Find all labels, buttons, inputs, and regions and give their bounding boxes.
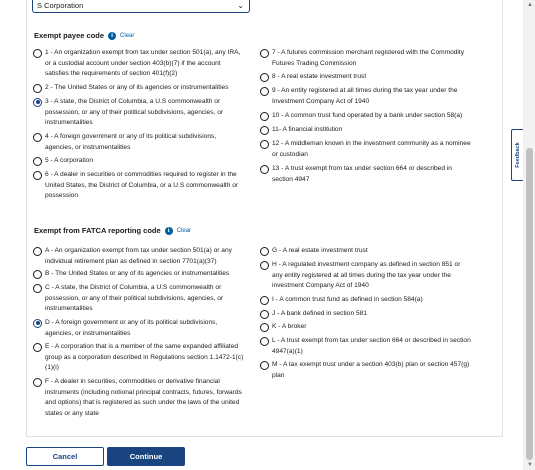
option-label-line: 8 - A real estate investment trust — [272, 73, 367, 80]
option-label-line: I - A common trust fund as defined in section 584(a) — [272, 296, 423, 303]
option-label-line: possession, or any of their political subdivisions, agencies, or — [45, 108, 224, 116]
exempt-payee-option[interactable] — [33, 170, 251, 202]
exempt-payee-option[interactable] — [260, 48, 486, 69]
option-label-line: or custodian — [272, 150, 308, 158]
info-icon[interactable]: i — [108, 32, 116, 40]
option-label — [45, 170, 238, 202]
option-label-line: M - A tax exempt trust under a section 403(b) plan or section 457(g) — [272, 361, 470, 368]
option-label-line: instruments (including notional principal contracts, futures, forwards — [45, 388, 242, 396]
fatca-clear-link[interactable]: Clear — [176, 227, 192, 234]
option-label-line: possession, or any of their political subdivisions, agencies, or — [45, 294, 224, 302]
radio-button[interactable] — [33, 284, 42, 293]
option-label — [45, 48, 240, 80]
radio-button[interactable] — [33, 98, 42, 107]
option-label — [272, 72, 366, 83]
radio-button[interactable] — [260, 247, 269, 256]
option-label-line: instrumentalities — [45, 305, 93, 312]
radio-button[interactable] — [33, 378, 42, 387]
option-label — [272, 164, 452, 185]
radio-button[interactable] — [33, 171, 42, 180]
exempt-payee-heading — [34, 31, 134, 40]
radio-button[interactable] — [260, 323, 269, 332]
option-label-line: J - A bank defined in section 581 — [272, 310, 367, 317]
option-label — [45, 132, 216, 153]
option-label — [45, 283, 223, 315]
option-label-line: 12 - A middleman known in the investment community as a nominee — [272, 140, 471, 147]
chevron-down-icon: ⌄ — [237, 1, 244, 10]
exempt-payee-option[interactable] — [260, 164, 486, 185]
fatca-option[interactable] — [33, 377, 251, 419]
fatca-option[interactable] — [33, 283, 251, 315]
option-label — [45, 318, 217, 339]
radio-button[interactable] — [260, 126, 269, 135]
fatca-option[interactable] — [260, 309, 486, 320]
option-label-line: A - An organization exempt from tax under section 501(a) or any — [45, 247, 232, 254]
cancel-button[interactable]: Cancel — [26, 447, 104, 466]
option-label-line: section 4947 — [272, 175, 310, 183]
option-label — [272, 309, 367, 320]
option-label-line: 1 - An organization exempt from tax under section 501(a), any IRA, — [45, 49, 241, 56]
radio-button[interactable] — [260, 140, 269, 149]
exempt-payee-option[interactable] — [260, 72, 486, 83]
option-label — [45, 377, 242, 419]
fatca-option[interactable] — [33, 269, 251, 280]
option-label — [272, 360, 469, 381]
feedback-tab[interactable] — [511, 129, 523, 181]
fatca-option[interactable] — [260, 336, 486, 357]
scrollbar[interactable] — [523, 0, 535, 470]
option-label-line: B - The United States or any of its agencies or instrumentalities — [45, 270, 230, 277]
exempt-payee-option[interactable] — [260, 125, 486, 136]
radio-button[interactable] — [33, 343, 42, 352]
option-label-line: any entity registered at all times during the tax year under the — [272, 271, 451, 279]
radio-button[interactable] — [260, 310, 269, 319]
radio-button[interactable] — [260, 73, 269, 82]
option-label-line: investment Company Act of 1940 — [272, 282, 369, 289]
info-icon[interactable]: i — [165, 227, 173, 235]
exempt-payee-option[interactable] — [33, 156, 251, 167]
fatca-title: Exempt from FATCA reporting code — [34, 226, 161, 235]
exempt-payee-option[interactable] — [260, 139, 486, 160]
radio-button[interactable] — [260, 261, 269, 270]
radio-button[interactable] — [33, 49, 42, 58]
option-label — [272, 139, 471, 160]
radio-button[interactable] — [260, 337, 269, 346]
option-label-line: F - A dealer in securities, commodities or derivative financial — [45, 378, 220, 385]
radio-button[interactable] — [260, 361, 269, 370]
radio-button[interactable] — [260, 165, 269, 174]
exempt-payee-option[interactable] — [33, 48, 251, 80]
option-label-line: 11- A financial institution — [272, 126, 343, 133]
option-label-line: (1)(i) — [45, 364, 59, 371]
radio-button[interactable] — [33, 270, 42, 279]
option-label-line: 10 - A common trust fund operated by a bank under section 58(a) — [272, 112, 463, 119]
option-label-line: individual retirement plan as defined in section 7701(a)(37) — [45, 257, 217, 265]
option-label-line: possession — [45, 192, 78, 199]
fatca-heading — [34, 226, 191, 235]
option-label-line: K - A broker — [272, 323, 307, 330]
option-label-line: 4947(a)(1) — [272, 347, 303, 355]
fatca-option[interactable] — [260, 246, 486, 257]
option-label — [45, 342, 243, 374]
fatca-option[interactable] — [260, 322, 486, 333]
option-label-line: 4 - A foreign government or any of its political subdivisions, — [45, 133, 217, 140]
option-label-line: Investment Company Act of 1940 — [272, 97, 370, 105]
option-label — [272, 336, 471, 357]
option-label — [272, 125, 342, 136]
fatca-option[interactable] — [260, 360, 486, 381]
option-label — [272, 86, 457, 107]
option-label-line: or a custodial account under section 403(b)(7) if the account — [45, 59, 221, 67]
option-label-line: satisfies the requirements of section 401(f)(2) — [45, 70, 178, 77]
radio-button[interactable] — [33, 84, 42, 93]
option-label — [45, 83, 229, 94]
option-label — [272, 246, 368, 257]
radio-button[interactable] — [33, 133, 42, 142]
option-label-line: 5 - A corporation — [45, 157, 94, 164]
option-label-line: 2 - The United States or any of its agencies or instrumentalities — [45, 84, 229, 91]
entity-type-select[interactable] — [32, 0, 250, 13]
option-label — [272, 260, 460, 292]
option-label-line: 9 - An entity registered at all times during the tax year under the — [272, 87, 458, 94]
fatca-option[interactable] — [33, 318, 251, 339]
fatca-option[interactable] — [260, 295, 486, 306]
option-label-line: 3 - A state, the District of Columbia, a U.S commonwealth or — [45, 98, 221, 105]
option-label-line: states or any state — [45, 409, 99, 417]
option-label-line: G - A real estate investment trust — [272, 247, 368, 254]
feedback-label: Feedback — [514, 142, 521, 168]
option-label-line: and options) that is registered as such under the laws of the united — [45, 399, 240, 406]
option-label-line: E - A corporation that is a member of the same expanded affiliated — [45, 343, 239, 350]
radio-button[interactable] — [260, 49, 269, 58]
option-label-line: Futures Trading Commission — [272, 59, 357, 67]
option-label-line: 6 - A dealer in securities or commodities required to register in the — [45, 171, 237, 178]
scroll-down-arrow-icon[interactable]: ▼ — [527, 462, 533, 468]
option-label — [45, 269, 229, 280]
option-label — [272, 322, 306, 333]
exempt-payee-option[interactable] — [33, 97, 251, 129]
option-label-line: D - A foreign government or any of its political subdivisions, — [45, 319, 218, 326]
option-label — [45, 246, 232, 267]
option-label-line: H - A regulated investment company as defined in section 851 or — [272, 261, 461, 268]
exempt-payee-title: Exempt payee code — [34, 31, 105, 40]
option-label-line: L - A trust exempt from tax under section 664 or described in section — [272, 337, 471, 344]
exempt-payee-option[interactable] — [33, 83, 251, 94]
option-label-line: 13 - A trust exempt from tax under section 664 or described in — [272, 165, 452, 172]
option-label-line: instrumentalities — [45, 119, 93, 126]
continue-button[interactable]: Continue — [107, 447, 185, 466]
exempt-payee-option[interactable] — [260, 86, 486, 107]
option-label-line: plan — [272, 371, 285, 379]
radio-button[interactable] — [260, 112, 269, 121]
fatca-option[interactable] — [33, 246, 251, 267]
radio-button[interactable] — [33, 247, 42, 256]
option-label — [45, 97, 223, 129]
option-label-line: 7 - A futures commission merchant registered with the Commodity — [272, 49, 465, 56]
scrollbar-thumb[interactable] — [526, 148, 533, 460]
option-label-line: group as a corporation described in Regulations section 1.1472-1(c) — [45, 353, 244, 361]
fatca-option[interactable] — [260, 260, 486, 292]
radio-button[interactable] — [33, 157, 42, 166]
exempt-payee-clear-link[interactable]: Clear — [120, 32, 135, 39]
fatca-option[interactable] — [33, 342, 251, 374]
entity-type-value: S Corporation — [37, 1, 84, 10]
exempt-payee-option[interactable] — [260, 111, 486, 122]
exempt-payee-option[interactable] — [33, 132, 251, 153]
scroll-up-arrow-icon[interactable]: ▲ — [527, 2, 533, 8]
option-label — [272, 48, 464, 69]
radio-button[interactable] — [260, 87, 269, 96]
radio-button[interactable] — [33, 319, 42, 328]
option-label-line: agencies, or instrumentalities — [45, 329, 131, 337]
option-label — [272, 295, 423, 306]
radio-button[interactable] — [260, 296, 269, 305]
option-label-line: agencies, or instrumentalities — [45, 143, 131, 151]
option-label — [272, 111, 462, 122]
option-label-line: United States, the District of Columbia, or a U.S commonwealth or — [45, 181, 239, 189]
option-label-line: C - A state, the District of Columbia, a U.S commonwealth or — [45, 284, 222, 291]
option-label — [45, 156, 93, 167]
